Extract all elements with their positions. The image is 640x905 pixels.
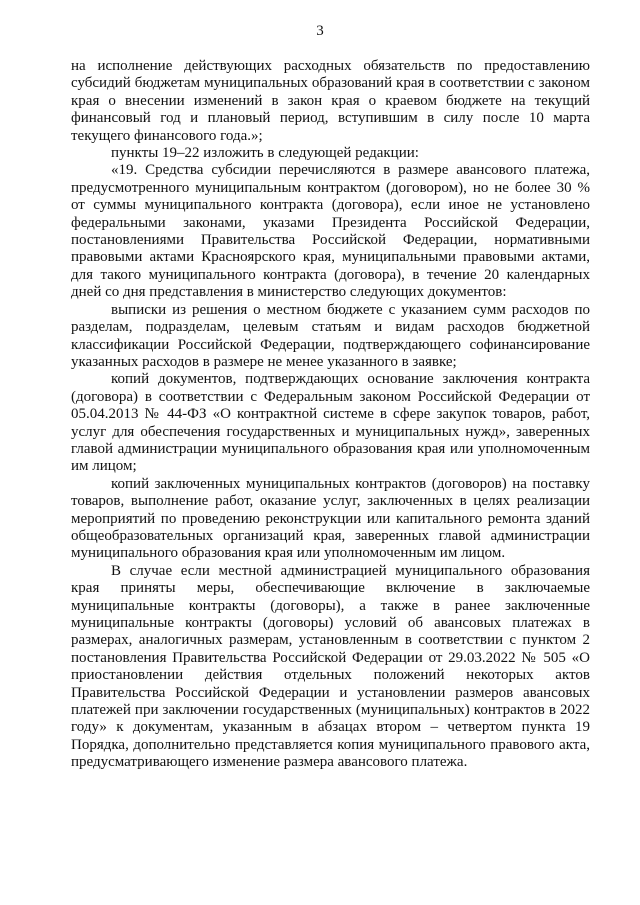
paragraph-amendment-intro: пункты 19–22 изложить в следующей редакции:: [111, 145, 419, 162]
page-number: 3: [316, 23, 324, 39]
paragraph-budget-extract: выписки из решения о местном бюджете с указанием сумм расходов по разделам, подразделам, целевым статьям и видам расходов бюджетной классификации Российской Федерации, подтверждающего софинансирование указанных расходов в размере не менее указанного в заявке;: [71, 301, 590, 370]
document-body: [71, 58, 590, 772]
paragraph-contract-basis-copies: копий документов, подтверждающих основание заключения контракта (договора) в соответствии с Федеральным законом Российской Федерации от 05.04.2013 № 44-ФЗ «О контрактной системе в сфере закупок товаров, работ, услуг для обеспечения государственных и муниципальных нужд», заверенных главой администрации муниципального образования края или уполномоченным им лицом;: [71, 371, 590, 475]
paragraph-item-19: «19. Средства субсидии перечисляются в размере авансового платежа, предусмотренного муниципальным контрактом (договором), но не более 30 % от суммы муниципального контракта (договора), если иное не установлено федеральными законами, указами Президента Российской Федерации, постановлениями Правительства Российской Федерации, нормативными правовыми актами Красноярского края, муниципальными правовыми актами, для такого муниципального контракта (договора), в течение 20 календарных дней со дня представления в министерство следующих документов:: [71, 162, 590, 301]
paragraph-advance-payment-case: В случае если местной администрацией муниципального образования края приняты меры, обеспечивающие включение в заключаемые муниципальные контракты (договоры), а также в ранее заключенные муниципальные контракты (договоры) условий об авансовых платежах в размерах, аналогичных размерам, установленным в соответствии с пунктом 2 постановления Правительства Российской Федерации от 29.03.2022 № 505 «О приостановлении действия отдельных положений некоторых актов Правительства Российской Федерации и установлении размеров авансовых платежей при заключении государственных (муниципальных) контрактов в 2022 году» к документам, указанным в абзацах втором – четвертом пункта 19 Порядка, дополнительно представляется копия муниципального правового акта, предусматривающего изменение размера авансового платежа.: [71, 562, 590, 771]
paragraph-budget-law-continuation: на исполнение действующих расходных обязательств по предоставлению субсидий бюджетам муниципальных образований края в соответствии с законом края о внесении изменений в закон края о краевом бюджете на текущий финансовый год и плановый период, вступившим в силу после 10 марта текущего финансового года.»;: [71, 58, 590, 144]
paragraph-contract-copies: копий заключенных муниципальных контрактов (договоров) на поставку товаров, выполнение работ, оказание услуг, заключенных в целях реализации мероприятий по проведению реконструкции или капитального ремонта зданий общеобразовательных организаций края, заверенных главой администрации муниципального образования края или уполномоченным им лицом.: [71, 475, 590, 562]
